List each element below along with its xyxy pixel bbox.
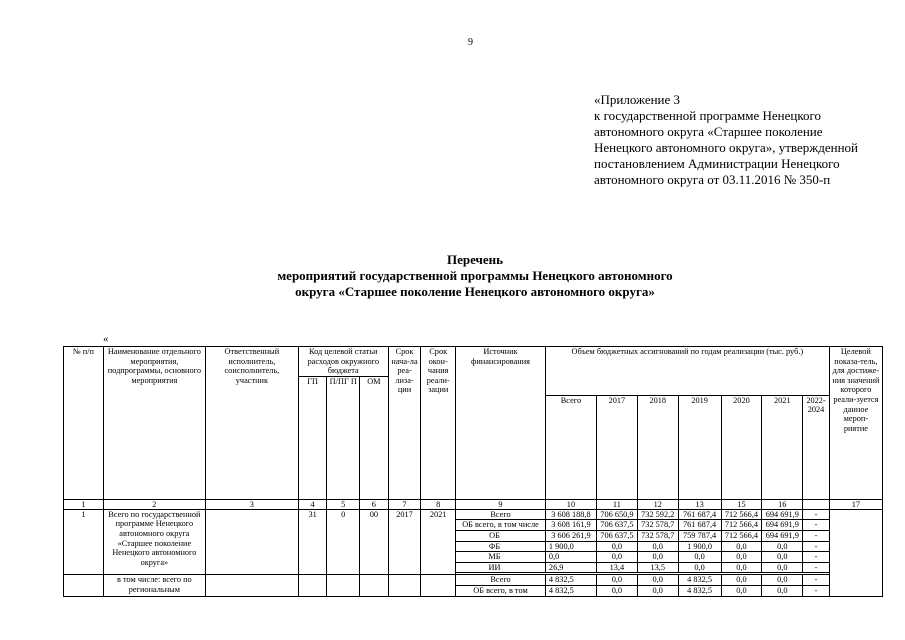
value-cell: 0,0 <box>596 541 637 552</box>
item-name: в том числе: всего по региональным <box>103 575 205 596</box>
index-cell: 13 <box>678 499 721 509</box>
item-om <box>360 575 389 596</box>
value-cell: 761 687,4 <box>678 509 721 520</box>
value-cell: - <box>803 530 830 541</box>
item-number: 1 <box>64 509 104 575</box>
item-start <box>388 575 421 596</box>
value-cell: 0,0 <box>637 541 678 552</box>
index-cell: 17 <box>829 499 882 509</box>
page-number: 9 <box>468 37 473 48</box>
header-year: 2018 <box>637 395 678 499</box>
value-cell: 759 787,4 <box>678 530 721 541</box>
header-total: Всего <box>545 395 596 499</box>
item-pgp: 0 <box>327 509 360 575</box>
header-target: Целевой показа-тель, для достиже-ния значений которого реали-зуется данное мероп-риятие <box>829 347 882 500</box>
value-cell: 1 900,0 <box>678 541 721 552</box>
value-cell: 0,0 <box>762 585 803 596</box>
value-cell: 0,0 <box>596 585 637 596</box>
item-name: Всего по государственной программе Ненецкого автономного округа «Старшее поколение Ненецкого автономного округа» <box>103 509 205 575</box>
source-label: ОБ <box>456 530 546 541</box>
header-year: 2020 <box>721 395 762 499</box>
title-line: мероприятий государственной программы Ненецкого автономного <box>277 268 673 283</box>
item-pgp <box>327 575 360 596</box>
item-end: 2021 <box>421 509 456 575</box>
item-target <box>829 509 882 596</box>
header-source: Источник финансирования <box>456 347 546 500</box>
value-cell: 0,0 <box>637 575 678 586</box>
header-executor: Ответственный исполнитель, соисполнитель, участник <box>205 347 298 500</box>
index-cell <box>803 499 830 509</box>
header-name: Наименование отдельного мероприятия, подпрограммы, основного мероприятия <box>103 347 205 500</box>
index-cell: 16 <box>762 499 803 509</box>
value-cell: 13,5 <box>637 562 678 573</box>
appendix-line: постановлением Администрации Ненецкого <box>594 156 840 171</box>
appendix-line: автономного округа от 03.11.2016 № 350-п <box>594 172 831 187</box>
value-cell: - <box>803 520 830 531</box>
source-label: ОБ всего, в том <box>456 585 546 596</box>
item-executor <box>205 509 298 575</box>
value-cell: 3 608 188,8 <box>545 509 596 520</box>
document-title <box>200 252 750 300</box>
source-label: ФБ <box>456 541 546 552</box>
header-volume-group: Объем бюджетных ассигнований по годам реализации (тыс. руб.) <box>545 347 829 377</box>
item-gp: 31 <box>298 509 327 575</box>
value-cell: 0,0 <box>762 541 803 552</box>
index-row <box>64 499 883 509</box>
value-cell: 0,0 <box>637 552 678 563</box>
value-cell: 3 606 261,9 <box>545 530 596 541</box>
value-cell: 26,9 <box>545 562 596 573</box>
index-cell: 9 <box>456 499 546 509</box>
header-end: Срок окон-чания реали-зации <box>421 347 456 500</box>
measures-table <box>63 346 883 597</box>
value-cell: 706 637,5 <box>596 520 637 531</box>
value-cell: 712 566,4 <box>721 509 762 520</box>
header-start: Срок нача-ла реа-лиза-ции <box>388 347 421 500</box>
value-cell: 694 691,9 <box>762 520 803 531</box>
header-pgp: П/ПГ П <box>327 376 360 499</box>
item-number <box>64 575 104 596</box>
source-label: ОБ всего, в том числе <box>456 520 546 531</box>
index-cell: 4 <box>298 499 327 509</box>
value-cell: 761 687,4 <box>678 520 721 531</box>
value-cell: 0,0 <box>762 552 803 563</box>
header-gp: ГП <box>298 376 327 499</box>
value-cell: 694 691,9 <box>762 530 803 541</box>
value-cell: 0,0 <box>721 575 762 586</box>
value-cell: 732 578,7 <box>637 530 678 541</box>
value-cell: 0,0 <box>762 575 803 586</box>
item-om: 00 <box>360 509 389 575</box>
header-year: 2022-2024 <box>803 395 830 499</box>
value-cell: 4 832,5 <box>678 575 721 586</box>
header-num: № п/п <box>64 347 104 500</box>
index-cell: 11 <box>596 499 637 509</box>
source-label: Всего <box>456 575 546 586</box>
value-cell: 0,0 <box>678 562 721 573</box>
title-line: округа «Старшее поколение Ненецкого автономного округа» <box>295 284 655 299</box>
header-year: 2021 <box>762 395 803 499</box>
source-label: МБ <box>456 552 546 563</box>
value-cell: 0,0 <box>596 552 637 563</box>
index-cell: 15 <box>721 499 762 509</box>
value-cell: 732 592,2 <box>637 509 678 520</box>
value-cell: 0,0 <box>721 562 762 573</box>
header-code-group: Код целевой статьи расходов окружного бюджета <box>298 347 388 377</box>
value-cell: 0,0 <box>721 552 762 563</box>
header-volume-spacer <box>545 376 829 395</box>
value-cell: 712 566,4 <box>721 530 762 541</box>
value-cell: - <box>803 585 830 596</box>
item-start: 2017 <box>388 509 421 575</box>
value-cell: 0,0 <box>762 562 803 573</box>
value-cell: - <box>803 562 830 573</box>
index-cell: 7 <box>388 499 421 509</box>
value-cell: - <box>803 575 830 586</box>
index-cell: 1 <box>64 499 104 509</box>
opening-quote: « <box>103 333 109 345</box>
value-cell: 4 832,5 <box>545 575 596 586</box>
source-label: Всего <box>456 509 546 520</box>
value-cell: 3 608 161,9 <box>545 520 596 531</box>
appendix-line: Ненецкого автономного округа», утвержденной <box>594 140 858 155</box>
value-cell: 13,4 <box>596 562 637 573</box>
header-om: ОМ <box>360 376 389 499</box>
item-executor <box>205 575 298 596</box>
title-line: Перечень <box>446 252 504 267</box>
index-cell: 5 <box>327 499 360 509</box>
index-cell: 10 <box>545 499 596 509</box>
item-gp <box>298 575 327 596</box>
value-cell: 0,0 <box>545 552 596 563</box>
appendix-line: к государственной программе Ненецкого <box>594 108 822 123</box>
value-cell: 0,0 <box>678 552 721 563</box>
index-cell: 12 <box>637 499 678 509</box>
value-cell: 0,0 <box>596 575 637 586</box>
header-year: 2019 <box>678 395 721 499</box>
header-year: 2017 <box>596 395 637 499</box>
value-cell: 732 578,7 <box>637 520 678 531</box>
value-cell: 712 566,4 <box>721 520 762 531</box>
appendix-line: автономного округа «Старшее поколение <box>594 124 823 139</box>
value-cell: 706 637,5 <box>596 530 637 541</box>
index-cell: 8 <box>421 499 456 509</box>
value-cell: 1 900,0 <box>545 541 596 552</box>
appendix-line: «Приложение 3 <box>594 92 681 107</box>
table-row <box>64 509 883 520</box>
value-cell: 694 691,9 <box>762 509 803 520</box>
value-cell: 0,0 <box>721 585 762 596</box>
table-row <box>64 575 883 586</box>
value-cell: - <box>803 509 830 520</box>
index-cell: 6 <box>360 499 389 509</box>
value-cell: 0,0 <box>721 541 762 552</box>
source-label: ИИ <box>456 562 546 573</box>
value-cell: - <box>803 541 830 552</box>
value-cell: 4 832,5 <box>678 585 721 596</box>
index-cell: 3 <box>205 499 298 509</box>
value-cell: - <box>803 552 830 563</box>
value-cell: 0,0 <box>637 585 678 596</box>
value-cell: 706 650,9 <box>596 509 637 520</box>
value-cell: 4 832,5 <box>545 585 596 596</box>
item-end <box>421 575 456 596</box>
appendix-note <box>594 92 894 188</box>
index-cell: 2 <box>103 499 205 509</box>
